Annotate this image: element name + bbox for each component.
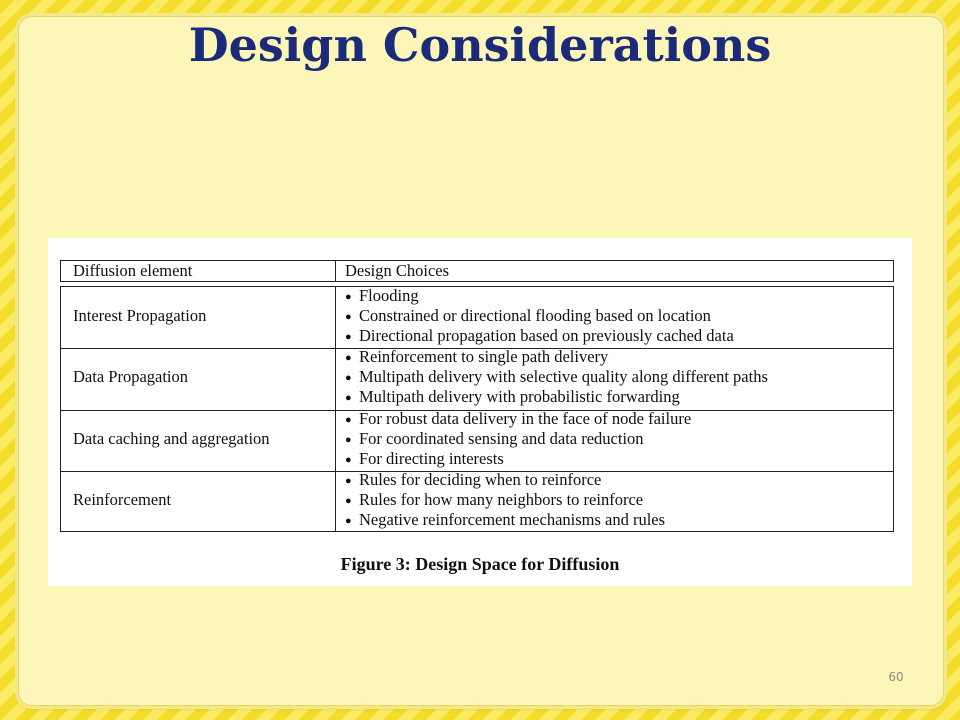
header-diffusion-element: Diffusion element <box>73 261 193 280</box>
bullet-icon: ● <box>345 392 352 404</box>
list-item: ● Directional propagation based on previously cached data <box>345 326 734 348</box>
row-element-label: Data caching and aggregation <box>73 429 270 448</box>
list-item: ● For robust data delivery in the face of node failure <box>345 409 691 431</box>
bullet-icon: ● <box>345 311 352 323</box>
table-header <box>60 260 894 282</box>
figure-caption: Figure 3: Design Space for Diffusion <box>340 554 620 574</box>
figure-image <box>48 238 912 586</box>
list-item: ● Constrained or directional flooding based on location <box>345 306 711 328</box>
list-item: ● For coordinated sensing and data reduction <box>345 429 644 451</box>
bullet-icon: ● <box>345 495 352 507</box>
list-item: ● For directing interests <box>345 449 504 471</box>
list-item: ● Multipath delivery with selective quality along different paths <box>345 367 768 389</box>
list-item: ● Rules for how many neighbors to reinforce <box>345 490 643 512</box>
bullet-icon: ● <box>345 352 352 364</box>
list-item: ● Flooding <box>345 286 419 308</box>
bullet-icon: ● <box>345 515 352 527</box>
page-number: 60 <box>888 670 904 684</box>
list-item: ● Reinforcement to single path delivery <box>345 347 608 369</box>
slide-title: Design Considerations <box>188 18 772 72</box>
bullet-icon: ● <box>345 291 352 303</box>
header-design-choices: Design Choices <box>345 261 450 280</box>
bullet-icon: ● <box>345 372 352 384</box>
bullet-icon: ● <box>345 331 352 343</box>
column-divider <box>335 287 336 531</box>
list-item: ● Rules for deciding when to reinforce <box>345 470 601 492</box>
table-body <box>60 286 894 532</box>
list-item: ● Multipath delivery with probabilistic forwarding <box>345 387 680 409</box>
list-item: ● Negative reinforcement mechanisms and rules <box>345 510 665 532</box>
bullet-icon: ● <box>345 475 352 487</box>
bullet-icon: ● <box>345 434 352 446</box>
bullet-icon: ● <box>345 414 352 426</box>
bullet-icon: ● <box>345 454 352 466</box>
row-element-label: Data Propagation <box>73 367 189 386</box>
column-divider <box>335 261 336 281</box>
row-element-label: Reinforcement <box>73 490 172 509</box>
row-element-label: Interest Propagation <box>73 306 207 325</box>
